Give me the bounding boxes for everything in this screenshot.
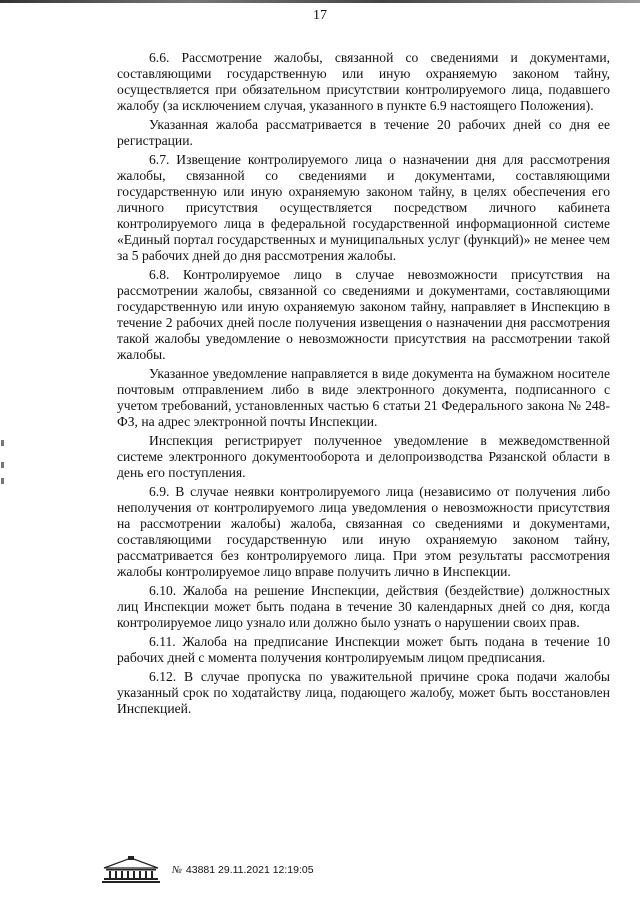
- page-number: 17: [313, 8, 327, 23]
- paragraph-6-10: 6.10. Жалоба на решение Инспекции, действия (бездействие) должностных лиц Инспекции может быть подана в течение 30 календарных дней со дня, когда контролируемое лицо узнало или должно было узнать о нарушении своих прав.: [117, 583, 610, 630]
- number-sign: №: [172, 865, 182, 876]
- scan-edge-mark: [1, 478, 4, 484]
- paragraph-6-12: 6.12. В случае пропуска по уважительной причине срока подачи жалобы указанный срок по ходатайству лица, подающего жалобу, может быть восстановлен Инспекцией.: [117, 669, 610, 716]
- scan-edge-mark: [1, 440, 4, 446]
- paragraph-6-8-notice: Указанное уведомление направляется в виде документа на бумажном носителе почтовым отправлением либо в виде электронного документа, подписанного с учетом требований, установленных частью 6 статьи 21 Федерального закона № 248-ФЗ, на адрес электронной почты Инспекции.: [117, 366, 610, 429]
- paragraph-6-8: 6.8. Контролируемое лицо в случае невозможности присутствия на рассмотрении жалобы, связанной со сведениями и документами, составляющими государственную или иную охраняемую законом тайну, направляет в Инспекцию в течение 2 рабочих дней после получения извещения о назначении дня рассмотрения такой жалобы уведомление о невозможности присутствия на рассмотрении такой жалобы.: [117, 267, 610, 362]
- paragraph-6-7: 6.7. Извещение контролируемого лица о назначении дня для рассмотрения жалобы, связанной со сведениями и документами, составляющими государственную или иную охраняемую законом тайну, в целях обеспечения его личного присутствия осуществляется посредством личного кабинета контролируемого лица в федеральной государственной информационной системе «Единый портал государственных и муниципальных услуг (функций)» не менее чем за 5 рабочих дней до дня рассмотрения жалобы.: [117, 152, 610, 263]
- government-building-logo: [100, 856, 162, 884]
- paragraph-6-9: 6.9. В случае неявки контролируемого лица (независимо от получения либо неполучения от контролируемого лица уведомления о невозможности присутствия на рассмотрении жалобы) жалоба, связанная со сведениями и документами, составляющими государственную или иную охраняемую законом тайну, рассматривается без контролируемого лица. При этом результаты рассмотрения жалобы контролируемое лицо вправе получить лично в Инспекции.: [117, 484, 610, 579]
- paragraph-6-6: 6.6. Рассмотрение жалобы, связанной со сведениями и документами, составляющими государственную или иную охраняемую законом тайну, осуществляется при обязательном присутствии контролируемого лица, подавшего жалобу (за исключением случая, указанного в пункте 6.9 настоящего Положения).: [117, 50, 610, 113]
- registration-stamp: [100, 856, 400, 886]
- paragraph-6-11: 6.11. Жалоба на предписание Инспекции может быть подана в течение 10 рабочих дней с момента получения контролируемым лицом предписания.: [117, 634, 610, 665]
- registration-date: 43881 29.11.2021 12:19:05: [185, 864, 314, 876]
- document-body: [117, 50, 610, 717]
- scan-top-edge: [0, 0, 640, 3]
- paragraph-6-6-term: Указанная жалоба рассматривается в течение 20 рабочих дней со дня ее регистрации.: [117, 117, 610, 148]
- scan-edge-mark: [1, 462, 4, 468]
- registration-number: [172, 864, 314, 876]
- paragraph-6-8-registration: Инспекция регистрирует полученное уведомление в межведомственной системе электронного документооборота и делопроизводства Рязанской области в день его поступления.: [117, 433, 610, 480]
